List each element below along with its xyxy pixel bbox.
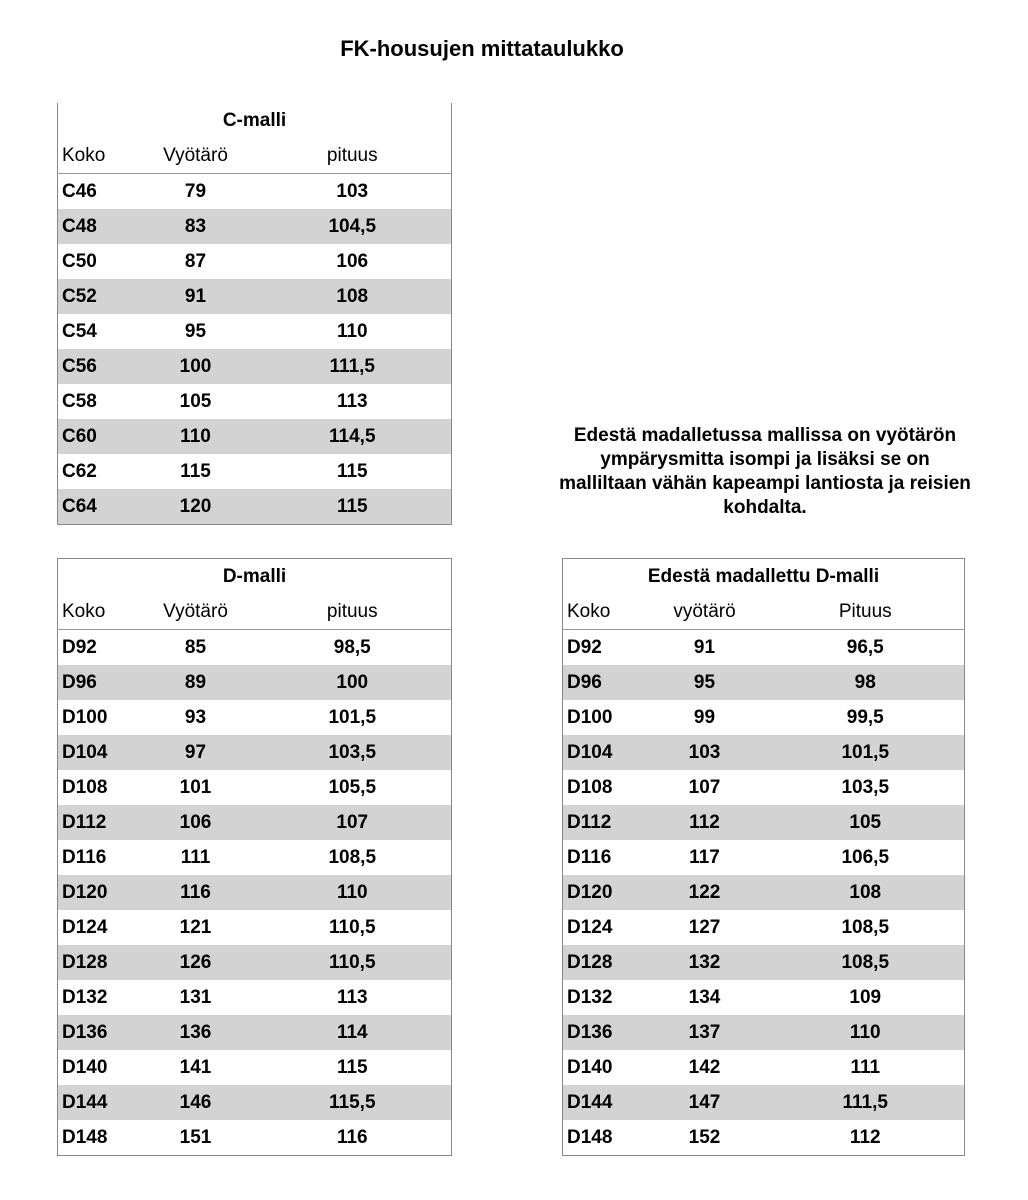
column-header-length: pituus (254, 594, 452, 630)
table-row (563, 840, 965, 875)
length-cell: 110 (767, 1015, 965, 1050)
size-cell: D120 (563, 875, 643, 910)
size-cell: D140 (567, 1057, 613, 1078)
length-cell: 108,5 (328, 847, 377, 868)
size-cell: C48 (58, 209, 138, 244)
length-cell: 98,5 (333, 637, 371, 658)
waist-cell: 116 (138, 875, 254, 910)
table-row (58, 419, 452, 454)
waist-cell: 89 (138, 665, 254, 700)
waist-cell: 103 (643, 735, 767, 770)
length-cell: 113 (336, 391, 368, 412)
length-cell: 110,5 (254, 945, 452, 980)
waist-cell: 126 (138, 945, 254, 980)
table-row (58, 840, 452, 875)
waist-cell: 95 (643, 665, 767, 700)
size-cell: C52 (58, 279, 138, 314)
table-row (58, 875, 452, 910)
table-row (58, 1050, 452, 1085)
column-header-waist: Vyötärö (138, 594, 254, 630)
waist-cell: 142 (688, 1057, 721, 1078)
column-header-size: Koko (58, 138, 138, 174)
table-row (58, 770, 452, 805)
size-cell: D100 (567, 707, 613, 728)
size-cell: D100 (62, 707, 108, 728)
size-cell: D104 (563, 735, 643, 770)
size-cell: D120 (58, 875, 138, 910)
length-cell: 110,5 (329, 917, 376, 938)
page-title: FK-housujen mittataulukko (340, 36, 624, 61)
table-row (563, 910, 965, 945)
waist-cell: 117 (689, 847, 720, 868)
size-cell: D96 (563, 665, 643, 700)
table-row (58, 665, 452, 700)
waist-cell: 151 (179, 1127, 212, 1148)
size-cell: D144 (58, 1085, 138, 1120)
length-cell: 110 (336, 321, 368, 342)
length-cell: 113 (336, 987, 368, 1008)
table-row (563, 1085, 965, 1120)
table-row (58, 700, 452, 735)
waist-cell: 146 (138, 1085, 254, 1120)
table-row (58, 244, 452, 279)
table-row (563, 630, 965, 666)
waist-cell: 107 (688, 777, 721, 798)
table-row (58, 980, 452, 1015)
c-model-size-table (57, 103, 452, 525)
waist-cell: 127 (688, 917, 721, 938)
table-row (563, 875, 965, 910)
length-cell: 109 (849, 987, 882, 1008)
length-cell: 108,5 (841, 917, 890, 938)
column-header-size: Koko (58, 594, 138, 630)
table-caption: C-malli (222, 110, 287, 131)
column-header-length: Pituus (767, 594, 965, 630)
waist-cell: 115 (180, 461, 211, 482)
length-cell: 116 (336, 1127, 368, 1148)
size-cell: D136 (563, 1015, 643, 1050)
size-cell: D116 (567, 847, 612, 868)
waist-cell: 85 (184, 637, 207, 658)
waist-cell: 137 (643, 1015, 767, 1050)
size-cell: D104 (58, 735, 138, 770)
table-row (563, 700, 965, 735)
table-row (58, 279, 452, 314)
table-row (58, 174, 452, 210)
length-cell: 96,5 (846, 637, 884, 658)
length-cell: 111,5 (254, 349, 452, 384)
table-row (563, 735, 965, 770)
length-cell: 108 (254, 279, 452, 314)
length-cell: 108,5 (767, 945, 965, 980)
length-cell: 112 (849, 1127, 881, 1148)
length-cell: 105 (767, 805, 965, 840)
length-cell: 115,5 (254, 1085, 452, 1120)
waist-cell: 95 (184, 321, 207, 342)
length-cell: 107 (254, 805, 452, 840)
table-row (563, 1050, 965, 1085)
length-cell: 98 (767, 665, 965, 700)
table-row (563, 770, 965, 805)
d-model-size-table (57, 558, 452, 1156)
size-cell: C50 (62, 251, 97, 272)
length-cell: 103,5 (254, 735, 452, 770)
fit-note: Edestä madalletussa mallissa on vyötärön ympärysmitta isompi ja lisäksi se on malliltaan vähän kapeampi lantiosta ja reisien kohdalta. (559, 425, 971, 518)
length-cell: 111 (850, 1057, 881, 1078)
table-row (58, 910, 452, 945)
table-row (563, 980, 965, 1015)
length-cell: 108 (767, 875, 965, 910)
waist-cell: 112 (643, 805, 767, 840)
table-row (58, 945, 452, 980)
length-cell: 105,5 (328, 777, 377, 798)
table-row (563, 945, 965, 980)
waist-cell: 101 (179, 777, 212, 798)
size-cell: C54 (62, 321, 97, 342)
table-row (563, 805, 965, 840)
waist-cell: 131 (179, 987, 212, 1008)
size-cell: D144 (563, 1085, 643, 1120)
size-cell: D108 (62, 777, 108, 798)
size-cell: D148 (62, 1127, 108, 1148)
size-cell: D128 (563, 945, 643, 980)
table-caption: Edestä madallettu D-malli (647, 566, 880, 587)
table-row (58, 209, 452, 244)
table-row (563, 1015, 965, 1050)
size-cell: C56 (58, 349, 138, 384)
length-cell: 114 (254, 1015, 452, 1050)
length-cell: 103,5 (841, 777, 890, 798)
size-cell: D124 (62, 917, 108, 938)
waist-cell: 91 (138, 279, 254, 314)
size-cell: D92 (62, 637, 97, 658)
size-cell: D92 (567, 637, 602, 658)
waist-cell: 97 (138, 735, 254, 770)
waist-cell: 122 (643, 875, 767, 910)
waist-cell: 111 (180, 847, 211, 868)
table-row (563, 665, 965, 700)
size-cell: D96 (58, 665, 138, 700)
waist-cell: 83 (138, 209, 254, 244)
table-row (58, 1015, 452, 1050)
size-cell: D124 (567, 917, 613, 938)
table-row (58, 805, 452, 840)
column-header-waist: Vyötärö (138, 138, 254, 174)
table-row (58, 314, 452, 349)
size-cell: D140 (62, 1057, 108, 1078)
waist-cell: 121 (179, 917, 212, 938)
size-cell: C60 (58, 419, 138, 454)
table-row (58, 384, 452, 419)
length-cell: 101,5 (328, 707, 377, 728)
waist-cell: 141 (179, 1057, 212, 1078)
length-cell: 100 (254, 665, 452, 700)
size-cell: D148 (567, 1127, 613, 1148)
size-cell: D108 (567, 777, 613, 798)
length-cell: 103 (336, 181, 369, 202)
column-header-length: pituus (254, 138, 452, 174)
table-row (58, 1120, 452, 1156)
table-caption: D-malli (222, 566, 287, 587)
table-row (58, 1085, 452, 1120)
table-row (58, 630, 452, 666)
size-cell: D132 (62, 987, 108, 1008)
table-row (563, 1120, 965, 1156)
waist-cell: 134 (688, 987, 721, 1008)
column-header-size: Koko (563, 594, 643, 630)
size-cell: C62 (62, 461, 97, 482)
waist-cell: 93 (184, 707, 207, 728)
waist-cell: 99 (693, 707, 716, 728)
waist-cell: 147 (643, 1085, 767, 1120)
length-cell: 99,5 (846, 707, 884, 728)
size-cell: D128 (58, 945, 138, 980)
waist-cell: 132 (643, 945, 767, 980)
length-cell: 115 (254, 489, 452, 525)
length-cell: 111,5 (767, 1085, 965, 1120)
table-row (58, 349, 452, 384)
length-cell: 106,5 (841, 847, 890, 868)
waist-cell: 136 (138, 1015, 254, 1050)
waist-cell: 152 (688, 1127, 721, 1148)
size-cell: D116 (62, 847, 107, 868)
table-row (58, 735, 452, 770)
column-header-waist: vyötärö (643, 594, 767, 630)
waist-cell: 110 (138, 419, 254, 454)
table-row (58, 454, 452, 489)
waist-cell: 105 (179, 391, 212, 412)
length-cell: 104,5 (254, 209, 452, 244)
waist-cell: 120 (138, 489, 254, 525)
length-cell: 115 (336, 1057, 368, 1078)
size-cell: C64 (58, 489, 138, 525)
size-cell: D132 (567, 987, 613, 1008)
length-cell: 110 (254, 875, 452, 910)
size-cell: D136 (58, 1015, 138, 1050)
length-cell: 101,5 (767, 735, 965, 770)
waist-cell: 91 (693, 637, 716, 658)
size-cell: D112 (563, 805, 643, 840)
table-row (58, 489, 452, 525)
size-cell: C46 (62, 181, 97, 202)
lowered-d-model-size-table (562, 558, 965, 1156)
size-cell: C58 (62, 391, 97, 412)
waist-cell: 106 (138, 805, 254, 840)
length-cell: 106 (336, 251, 369, 272)
length-cell: 114,5 (254, 419, 452, 454)
length-cell: 115 (336, 461, 368, 482)
size-cell: D112 (58, 805, 138, 840)
waist-cell: 79 (184, 181, 207, 202)
waist-cell: 100 (138, 349, 254, 384)
waist-cell: 87 (184, 251, 207, 272)
